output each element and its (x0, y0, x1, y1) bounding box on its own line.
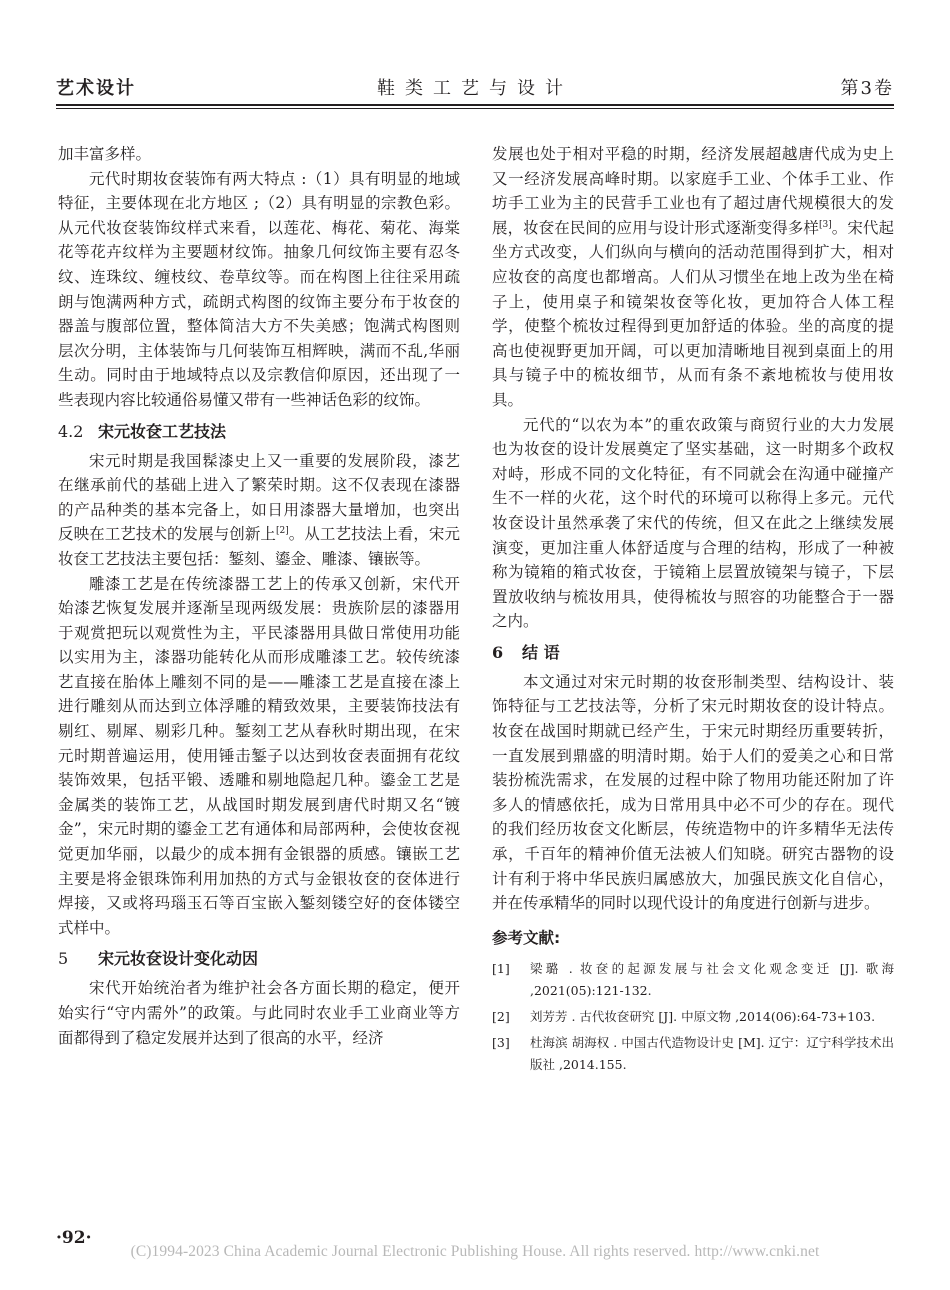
left-column (58, 142, 460, 1050)
right-column (492, 142, 894, 1080)
paragraph-text: 。宋代起坐方式改变，人们纵向与横向的活动范围得到扩大，相对应妆奁的高度也都增高。人们从习惯坐在地上改为坐在椅子上，使用桌子和镜架妆奁等化妆，更加符合人体工程学，使整个梳妆过程得到更加舒适的体验。坐的高度的提高也使视野更加开阔，可以更加清晰地目视到桌面上的用具与镜子中的梳妆细节，从而有条不紊地梳妆与使用妆具。 (492, 218, 894, 409)
section-number: 5 (58, 949, 69, 969)
paragraph-text: 。从工艺技法上看，宋元妆奁工艺技法主要包括：錾刻、鎏金、雕漆、镶嵌等。 (58, 525, 460, 568)
paragraph: 本文通过对宋元时期的妆奁形制类型、结构设计、装饰特征与工艺技法等，分析了宋元时期妆奁的设计特点。妆奁在战国时期就已经产生，于宋元时期经历重要转折，一直发展到鼎盛的明清时期。始于人们的爱美之心和日常装扮梳洗需求，在发展的过程中除了物用功能还附加了许多人的情感依托，成为日常用具中必不可少的存在。现代的我们经历妆奁文化断层，传统造物中的许多精华无法传承，千百年的精神价值无法被人们知晓。研究古器物的设计有利于将中华民族归属感放大，加强民族文化自信心，并在传承精华的同时以现代设计的角度进行创新与进步。 (492, 672, 894, 913)
reference-item (492, 1032, 894, 1076)
section-heading-5 (58, 946, 460, 972)
reference-text: 杜海滨 胡海权 . 中国古代造物设计史 [M]. 辽宁：辽宁科学技术出版社 ,2014.155. (530, 1035, 894, 1073)
reference-number: [1] (492, 961, 510, 977)
paragraph (58, 449, 460, 572)
citation-ref: [2] (275, 526, 289, 537)
reference-text: 刘芳芳 . 古代妆奁研究 [J]. 中原文物 ,2014(06):64-73+103. (530, 1009, 876, 1025)
paragraph: 元代时期妆奁装饰有两大特点 :（1）具有明显的地域特征，主要体现在北方地区 ;（2）具有明显的宗教色彩。从元代妆奁装饰纹样式来看，以莲花、梅花、菊花、海棠花等花卉纹样为主要题材纹饰。抽象几何纹饰主要有忍冬纹、连珠纹、缠枝纹、卷草纹等。而在构图上往往采用疏朗与饱满两种方式，疏朗式构图的纹饰主要分布于妆奁的器盖与腹部位置，整体简洁大方不失美感；饱满式构图则层次分明，主体装饰与几何装饰互相辉映，满而不乱,华丽生动。同时由于地域特点以及宗教信仰原因，还出现了一些表现内容比较通俗易懂又带有一些神话色彩的纹饰。 (58, 169, 460, 409)
section-number: 4.2 (58, 421, 84, 441)
header-rule-thick (56, 104, 894, 106)
copyright-footer: (C)1994-2023 China Academic Journal Electronic Publishing House. All rights reserved. http://www.cnki.net (130, 1243, 820, 1260)
citation-ref: [3] (818, 219, 832, 230)
paragraph: 加丰富多样。 (58, 145, 152, 163)
references-heading: 参考文献: (492, 928, 561, 947)
volume-label: 第3卷 (840, 78, 894, 99)
journal-name: 艺术设计 (56, 78, 136, 99)
section-title: 结 语 (522, 642, 560, 662)
section-heading-4-2 (58, 419, 460, 445)
reference-text: 梁璐 . 妆奁的起源发展与社会文化观念变迁 [J]. 歌海 ,2021(05):121-132. (530, 961, 894, 999)
section-number: 6 (492, 642, 504, 662)
reference-number: [2] (492, 1009, 510, 1025)
section-title: 宋元妆奁工艺技法 (98, 421, 227, 441)
header-rule-thin (56, 108, 894, 109)
running-header (56, 74, 894, 100)
paragraph: 元代的“以农为本”的重农政策与商贸行业的大力发展也为妆奁的设计发展奠定了坚实基础，这一时期多个政权对峙，形成不同的文化特征，有不同就会在沟通中碰撞产生不一样的火花，这个时代的环境可以称得上多元。元代妆奁设计虽然承袭了宋代的传统，但又在此之上继续发展演变，更加注重人体舒适度与合理的结构，形成了一种被称为镜箱的箱式妆奁，于镜箱上层置放镜架与镜子，下层置放收纳与梳妆用具，使得梳妆与照容的功能整合于一器之内。 (492, 415, 894, 631)
paragraph: 雕漆工艺是在传统漆器工艺上的传承又创新，宋代开始漆艺恢复发展并逐渐呈现两级发展：贵族阶层的漆器用于观赏把玩以观赏性为主，平民漆器用具做日常使用功能以实用为主，漆器功能转化从而形成雕漆工艺。较传统漆艺直接在胎体上雕刻不同的是——雕漆工艺是直接在漆上进行雕刻从而达到立体浮雕的精致效果，主要装饰技法有剔红、剔犀、剔彩几种。錾刻工艺从春秋时期出现，在宋元时期普遍运用，使用锤击錾子以达到妆奁表面拥有花纹装饰效果，包括平锻、透雕和剔地隐起几种。鎏金工艺是金属类的装饰工艺，从战国时期发展到唐代时期又名“镀金”，宋元时期的鎏金工艺有通体和局部两种，会使妆奁视觉更加华丽，以最少的成本拥有金银器的质感。镶嵌工艺主要是将金银珠饰利用加热的方式与金银妆奁的奁体进行焊接，又或将玛瑙玉石等百宝嵌入錾刻镂空好的奁体镂空式样中。 (58, 574, 460, 937)
reference-item (492, 1006, 894, 1028)
section-title: 鞋类工艺与设计 (377, 78, 573, 99)
paragraph: 宋代开始统治者为维护社会各方面长期的稳定，便开始实行“守内需外”的政策。与此同时农业手工业商业等方面都得到了稳定发展并达到了很高的水平，经济 (58, 979, 460, 1047)
section-title: 宋元妆奁设计变化动因 (98, 949, 259, 969)
section-heading-6 (492, 640, 894, 666)
reference-item (492, 958, 894, 1002)
paragraph-text: 宋元时期是我国髹漆史上又一重要的发展阶段，漆艺在继承前代的基础上进入了繁荣时期。这不仅表现在漆器的产品种类的基本完备上，如日用漆器大量增加，也突出反映在工艺技术的发展与创新上 (58, 451, 460, 544)
page-number: ·92· (56, 1228, 92, 1248)
paragraph-text: 发展也处于相对平稳的时期，经济发展超越唐代成为史上又一经济发展高峰时期。以家庭手工业、个体手工业、作坊手工业为主的民营手工业也有了超过唐代规模很大的发展，妆奁在民间的应用与设计形式逐渐变得多样 (492, 145, 894, 237)
reference-number: [3] (492, 1035, 510, 1051)
paragraph (492, 142, 894, 413)
